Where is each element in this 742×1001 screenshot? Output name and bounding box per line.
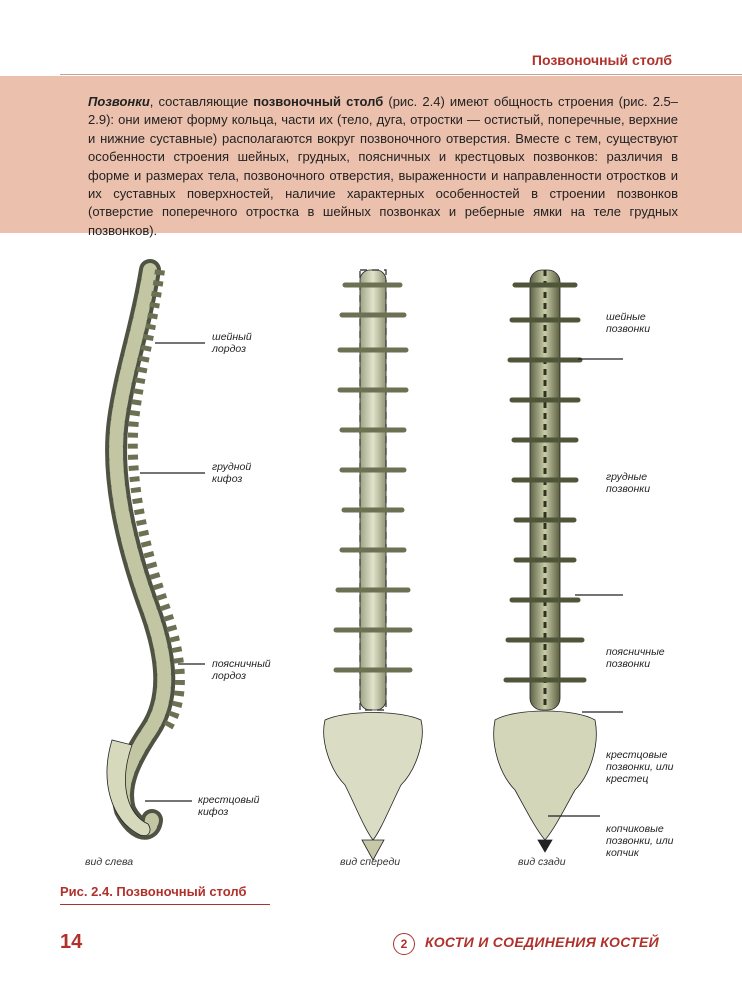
view-front-label: вид спереди — [340, 856, 401, 868]
spine-front-view — [324, 270, 423, 860]
caption-rule — [60, 904, 270, 905]
label-cervical-vertebrae: шейные позвонки — [606, 311, 651, 335]
label-lumbar-lordosis: поясничный лордоз — [212, 658, 271, 682]
view-left-label: вид слева — [85, 856, 134, 868]
view-back-label: вид сзади — [518, 856, 566, 868]
chapter-number-badge — [393, 933, 415, 955]
page-number: 14 — [60, 931, 83, 953]
term-vertebrae: Позвонки — [88, 94, 150, 109]
intro-paragraph — [88, 93, 678, 240]
spine-back-view — [494, 270, 597, 852]
header-rule — [60, 74, 742, 75]
spine-lateral-view — [107, 270, 180, 836]
label-coccygeal-vertebrae: копчиковые позвонки, или копчик — [606, 823, 674, 859]
figure-caption: Рис. 2.4. Позвоночный столб — [60, 884, 247, 899]
label-sacral-kyphosis: крестцовый кифоз — [198, 794, 260, 818]
intro-text-1: , составляющие — [149, 94, 254, 109]
label-sacral-vertebrae: крестцовые позвонки, или крестец — [606, 749, 674, 785]
chapter-title: КОСТИ И СОЕДИНЕНИЯ КОСТЕЙ — [425, 934, 659, 950]
running-header: Позвоночный столб — [531, 52, 672, 68]
label-thoracic-vertebrae: грудные позвонки — [606, 471, 651, 495]
term-spinal-column: позвоночный столб — [253, 94, 384, 109]
intro-text-2: (рис. 2.4) имеют общность строения (рис. 2.5–2.9): они имеют форму кольца, части их (тело, дуга, отростки — остистый, поперечные, верхние и нижние суставные) располагаются вокруг позвоночного отверстия. Вместе с тем, существуют особенности строения шейных, грудных, поясничных и крестцовых позвонков: различия в форме и размерах тела, позвоночного отверстия, выраженности и направленности отростков и их суставных поверхностей, наличие характерных особенностей в строении позвонков (отверстие поперечного отростка в шейных позвонках и реберные ямки на теле грудных позвонков). — [88, 94, 679, 238]
label-cervical-lordosis: шейный лордоз — [212, 331, 252, 355]
label-thoracic-kyphosis: грудной кифоз — [212, 461, 252, 485]
label-lumbar-vertebrae: поясничные позвонки — [606, 646, 665, 670]
chapter-number: 2 — [400, 937, 408, 951]
